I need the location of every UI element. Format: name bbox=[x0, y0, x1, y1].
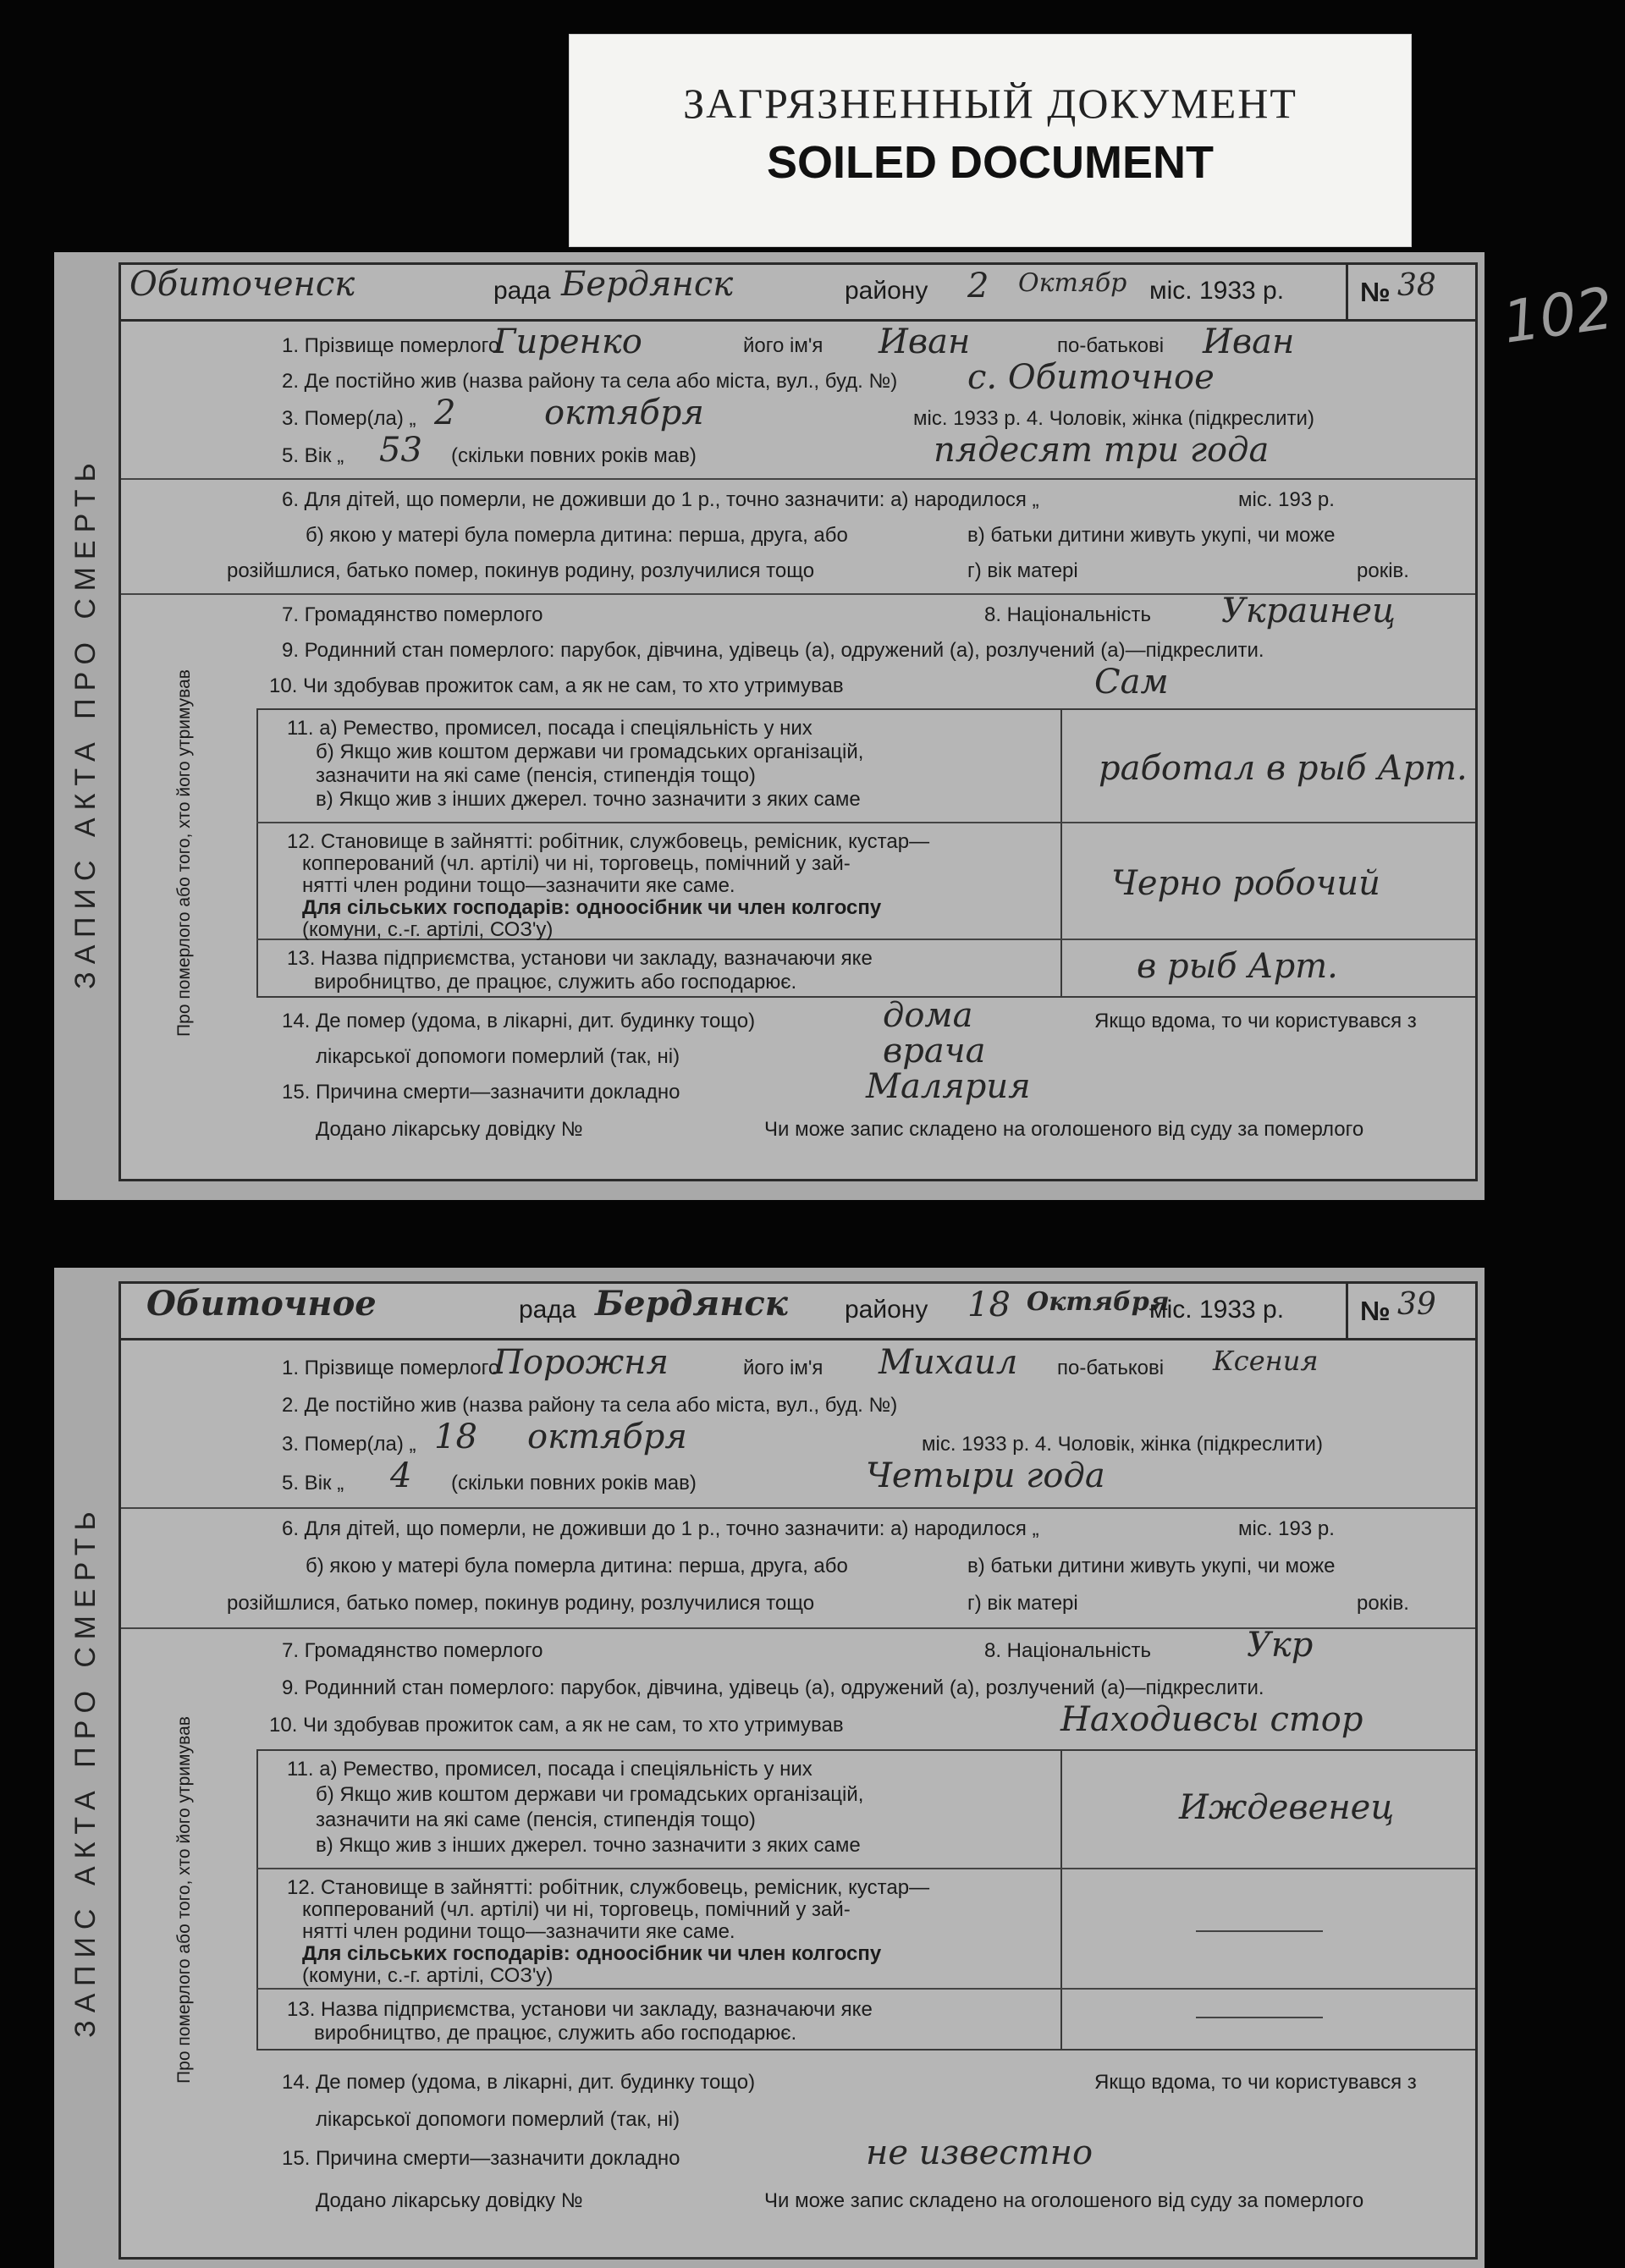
line-16-court-label: Чи може запис складено на оголошеного від суду за померлого bbox=[764, 2189, 1364, 2212]
blank-dash bbox=[1196, 1930, 1323, 1932]
line-5-age-note: (скільки повних років мав) bbox=[451, 444, 697, 467]
line-12d-label: Для сільських господарів: одноосібник чи член колгоспу bbox=[302, 1942, 882, 1965]
hw-age: 53 bbox=[379, 431, 422, 470]
line-6-child-label: 6. Для дітей, що померли, не доживши до 1 р., точно зазначити: а) народилося „ bbox=[282, 488, 1039, 511]
hw-name: Михаил bbox=[879, 1343, 1018, 1382]
header-rayonu: району bbox=[845, 277, 928, 305]
line-2-residence-label: 2. Де постійно жив (назва району та села або міста, вул., буд. №) bbox=[282, 1394, 898, 1417]
divider bbox=[256, 1868, 1475, 1869]
line-6-month-label: міс. 193 р. bbox=[1238, 1517, 1335, 1540]
hw-age-words: пядесят три года bbox=[934, 431, 1270, 470]
hw-district: Бердянск bbox=[595, 1284, 788, 1324]
record-header bbox=[121, 265, 1475, 322]
line-11a-label: 11. а) Ремество, промисел, посада і спеціяльність у них bbox=[287, 1758, 812, 1781]
line-6d-label: розійшлися, батько помер, покинув родину, розлучилися тощо bbox=[227, 559, 815, 582]
line-14-place-label: 14. Де помер (удома, в лікарні, дит. будинку тощо) bbox=[282, 1010, 756, 1032]
divider bbox=[256, 708, 258, 996]
line-6-child-label: 6. Для дітей, що померли, не доживши до 1 р., точно зазначити: а) народилося „ bbox=[282, 1517, 1039, 1540]
line-11d-label: в) Якщо жив з інших джерел. точно зазначити з яких саме bbox=[316, 788, 861, 811]
divider bbox=[256, 1749, 258, 2049]
hw-employment: Черно робочий bbox=[1111, 864, 1380, 903]
divider bbox=[121, 1507, 1475, 1509]
line-6d-label: розійшлися, батько помер, покинув родину, розлучилися тощо bbox=[227, 1592, 815, 1615]
line-12a-label: 12. Становище в зайнятті: робітник, службовець, ремісник, кустар— bbox=[287, 830, 930, 853]
hw-death-cause: не известно bbox=[866, 2133, 1093, 2172]
line-1-patronymic-label: по-батькові bbox=[1057, 1357, 1165, 1379]
line-13b-label: виробництво, де працює, служить або господарює. bbox=[314, 971, 797, 994]
line-5-age-label: 5. Вік „ bbox=[282, 1472, 344, 1495]
line-12e-label: (комуни, с.-г. артілі, СОЗ'у) bbox=[302, 918, 554, 941]
line-6f-label: років. bbox=[1357, 1592, 1409, 1615]
hw-surname: Порожня bbox=[493, 1343, 669, 1382]
header-no: № bbox=[1360, 277, 1391, 307]
line-1-surname-label: 1. Прізвище померлого bbox=[282, 334, 500, 357]
hw-death-month: октября bbox=[544, 394, 704, 432]
line-14-place-label: 14. Де помер (удома, в лікарні, дит. будинку тощо) bbox=[282, 2071, 756, 2094]
header-rayonu: району bbox=[845, 1296, 928, 1324]
line-13a-label: 13. Назва підприємства, установи чи закладу, вазначаючи яке bbox=[287, 947, 873, 970]
line-11c-label: зазначити на які саме (пенсія, стипендія тощо) bbox=[316, 764, 756, 787]
line-6b-label: б) якою у матері була померла дитина: перша, друга, або bbox=[306, 1555, 848, 1577]
line-3-death-label: 3. Помер(ла) „ bbox=[282, 1433, 416, 1456]
line-5-age-note: (скільки повних років мав) bbox=[451, 1472, 697, 1495]
hw-nationality: Украинец bbox=[1221, 592, 1396, 630]
hw-occupation: Иждевенец bbox=[1179, 1788, 1395, 1827]
stamp-russian-text: ЗАГРЯЗНЕННЫЙ ДОКУМЕНТ bbox=[683, 80, 1297, 127]
stamp-english-text: SOILED DOCUMENT bbox=[766, 137, 1214, 188]
hw-nationality: Укр bbox=[1247, 1626, 1314, 1665]
line-6c-label: в) батьки дитини живуть укупі, чи може bbox=[967, 524, 1336, 547]
hw-record-number: 38 bbox=[1397, 268, 1436, 303]
hw-age-words: Четыри года bbox=[866, 1456, 1105, 1495]
line-6-month-label: міс. 193 р. bbox=[1238, 488, 1335, 511]
hw-death-day: 18 bbox=[434, 1418, 477, 1456]
divider bbox=[121, 478, 1475, 480]
hw-month: Октябр bbox=[1018, 268, 1127, 298]
hw-council: Обиточное bbox=[146, 1284, 377, 1324]
line-7-citizenship-label: 7. Громадянство померлого bbox=[282, 603, 543, 626]
line-12e-label: (комуни, с.-г. артілі, СОЗ'у) bbox=[302, 1964, 554, 1987]
line-14-medical-label: лікарської допомоги померлий (так, ні) bbox=[316, 1045, 680, 1068]
line-3-gender-label: міс. 1933 р. 4. Чоловік, жінка (підкреслити) bbox=[922, 1433, 1323, 1456]
line-16-certificate-label: Додано лікарську довідку № bbox=[316, 2189, 583, 2212]
line-14-home-label: Якщо вдома, то чи користувався з bbox=[1094, 1010, 1417, 1032]
line-1-name-label: його ім'я bbox=[743, 1357, 824, 1379]
divider bbox=[256, 1988, 1475, 1990]
line-3-gender-label: міс. 1933 р. 4. Чоловік, жінка (підкреслити) bbox=[913, 407, 1314, 430]
line-16-court-label: Чи може запис складено на оголошеного від суду за померлого bbox=[764, 1118, 1364, 1141]
line-15-cause-label: 15. Причина смерти—зазначити докладно bbox=[282, 2147, 680, 2170]
record-sheet-1 bbox=[54, 252, 1485, 1200]
line-8-nationality-label: 8. Національність bbox=[984, 1639, 1151, 1662]
death-record-card-1 bbox=[69, 262, 1478, 1181]
hw-medical-help: врача bbox=[883, 1032, 986, 1071]
soiled-document-stamp bbox=[569, 34, 1412, 247]
hw-council: Обиточенск bbox=[129, 265, 355, 304]
hw-month: Октября bbox=[1027, 1287, 1170, 1317]
hw-death-cause: Малярия bbox=[866, 1067, 1031, 1106]
line-12b-label: копперований (чл. артілі) чи ні, торговець, помічний у зай- bbox=[302, 852, 851, 875]
record-number-box bbox=[1346, 265, 1475, 319]
line-11d-label: в) Якщо жив з інших джерел. точно зазначити з яких саме bbox=[316, 1834, 861, 1857]
hw-workplace: в рыб Арт. bbox=[1137, 947, 1338, 986]
line-12c-label: нятті член родини тощо—зазначити яке саме. bbox=[302, 874, 735, 897]
line-10-provider-label: 10. Чи здобував прожиток сам, а як не сам, то хто утримував bbox=[269, 674, 844, 697]
hw-occupation: работал в рыб Арт. bbox=[1099, 749, 1468, 788]
line-16-certificate-label: Додано лікарську довідку № bbox=[316, 1118, 583, 1141]
header-rada: рада bbox=[519, 1296, 576, 1324]
line-11c-label: зазначити на які саме (пенсія, стипендія тощо) bbox=[316, 1808, 756, 1831]
hw-patronymic: Иван bbox=[1203, 322, 1295, 361]
hw-residence: с. Обиточное bbox=[967, 358, 1215, 397]
hw-day: 2 bbox=[967, 267, 989, 306]
line-12b-label: копперований (чл. артілі) чи ні, торговець, помічний у зай- bbox=[302, 1898, 851, 1921]
line-11a-label: 11. а) Ремество, промисел, посада і спеціяльність у них bbox=[287, 717, 812, 740]
record-number-box bbox=[1346, 1284, 1475, 1338]
line-1-patronymic-label: по-батькові bbox=[1057, 334, 1165, 357]
header-no: № bbox=[1360, 1296, 1391, 1326]
line-5-age-label: 5. Вік „ bbox=[282, 444, 344, 467]
line-7-citizenship-label: 7. Громадянство померлого bbox=[282, 1639, 543, 1662]
line-14-home-label: Якщо вдома, то чи користувався з bbox=[1094, 2071, 1417, 2094]
divider bbox=[1060, 708, 1062, 996]
record-header bbox=[121, 1284, 1475, 1340]
line-10-provider-label: 10. Чи здобував прожиток сам, а як не сам, то хто утримував bbox=[269, 1714, 844, 1737]
hw-provider: Находивсы стор bbox=[1060, 1700, 1363, 1739]
line-2-residence-label: 2. Де постійно жив (назва району та села або міста, вул., буд. №) bbox=[282, 370, 898, 393]
death-record-card-2 bbox=[69, 1281, 1478, 2260]
hw-death-month: октября bbox=[527, 1418, 687, 1456]
line-13b-label: виробництво, де працює, служить або господарює. bbox=[314, 2022, 797, 2045]
line-6c-label: в) батьки дитини живуть укупі, чи може bbox=[967, 1555, 1336, 1577]
occupation-side-label: Про померлого або того, хто його утримував bbox=[174, 669, 194, 1037]
line-6e-label: г) вік матері bbox=[967, 559, 1078, 582]
line-8-nationality-label: 8. Національність bbox=[984, 603, 1151, 626]
line-15-cause-label: 15. Причина смерти—зазначити докладно bbox=[282, 1081, 680, 1104]
hw-district: Бердянск bbox=[561, 265, 734, 304]
hw-age: 4 bbox=[390, 1456, 412, 1495]
line-9-marital-label: 9. Родинний стан померлого: парубок, дівчина, удівець (а), одружений (а), розлучений (а)—підкреслити. bbox=[282, 639, 1264, 662]
vertical-title: ЗАПИС АКТА ПРО СМЕРТЬ bbox=[69, 1503, 102, 2038]
line-11b-label: б) Якщо жив коштом держави чи громадських організацій, bbox=[316, 740, 864, 763]
occupation-side-label: Про померлого або того, хто його утримував bbox=[174, 1716, 194, 2084]
line-3-death-label: 3. Помер(ла) „ bbox=[282, 407, 416, 430]
blank-dash bbox=[1196, 2017, 1323, 2018]
vertical-title: ЗАПИС АКТА ПРО СМЕРТЬ bbox=[69, 454, 102, 989]
line-9-marital-label: 9. Родинний стан померлого: парубок, дівчина, удівець (а), одружений (а), розлучений (а)—підкреслити. bbox=[282, 1676, 1264, 1699]
line-6f-label: років. bbox=[1357, 559, 1409, 582]
line-6b-label: б) якою у матері була померла дитина: перша, друга, або bbox=[306, 524, 848, 547]
hw-surname: Гиренко bbox=[493, 322, 642, 361]
page-number: 102 bbox=[1499, 275, 1617, 357]
line-12a-label: 12. Становище в зайнятті: робітник, службовець, ремісник, кустар— bbox=[287, 1876, 930, 1899]
divider bbox=[1060, 1749, 1062, 2049]
hw-day: 18 bbox=[967, 1285, 1011, 1324]
line-6e-label: г) вік матері bbox=[967, 1592, 1078, 1615]
hw-name: Иван bbox=[879, 322, 971, 361]
hw-record-number: 39 bbox=[1397, 1287, 1436, 1322]
line-12d-label: Для сільських господарів: одноосібник чи член колгоспу bbox=[302, 896, 882, 919]
header-mis: міс. 1933 р. bbox=[1149, 277, 1285, 305]
line-1-name-label: його ім'я bbox=[743, 334, 824, 357]
line-12c-label: нятті член родини тощо—зазначити яке саме. bbox=[302, 1920, 735, 1943]
record-sheet-2 bbox=[54, 1268, 1485, 2268]
line-11b-label: б) Якщо жив коштом держави чи громадських організацій, bbox=[316, 1783, 864, 1806]
divider bbox=[256, 822, 1475, 823]
line-1-surname-label: 1. Прізвище померлого bbox=[282, 1357, 500, 1379]
header-mis: міс. 1933 р. bbox=[1149, 1296, 1285, 1324]
hw-provider: Сам bbox=[1094, 663, 1169, 702]
line-13a-label: 13. Назва підприємства, установи чи закладу, вазначаючи яке bbox=[287, 1998, 873, 2021]
hw-patronymic: Ксения bbox=[1213, 1345, 1319, 1377]
line-14-medical-label: лікарської допомоги померлий (так, ні) bbox=[316, 2108, 680, 2131]
hw-death-place: дома bbox=[883, 996, 973, 1035]
hw-death-day: 2 bbox=[434, 394, 456, 432]
header-rada: рада bbox=[493, 277, 551, 305]
